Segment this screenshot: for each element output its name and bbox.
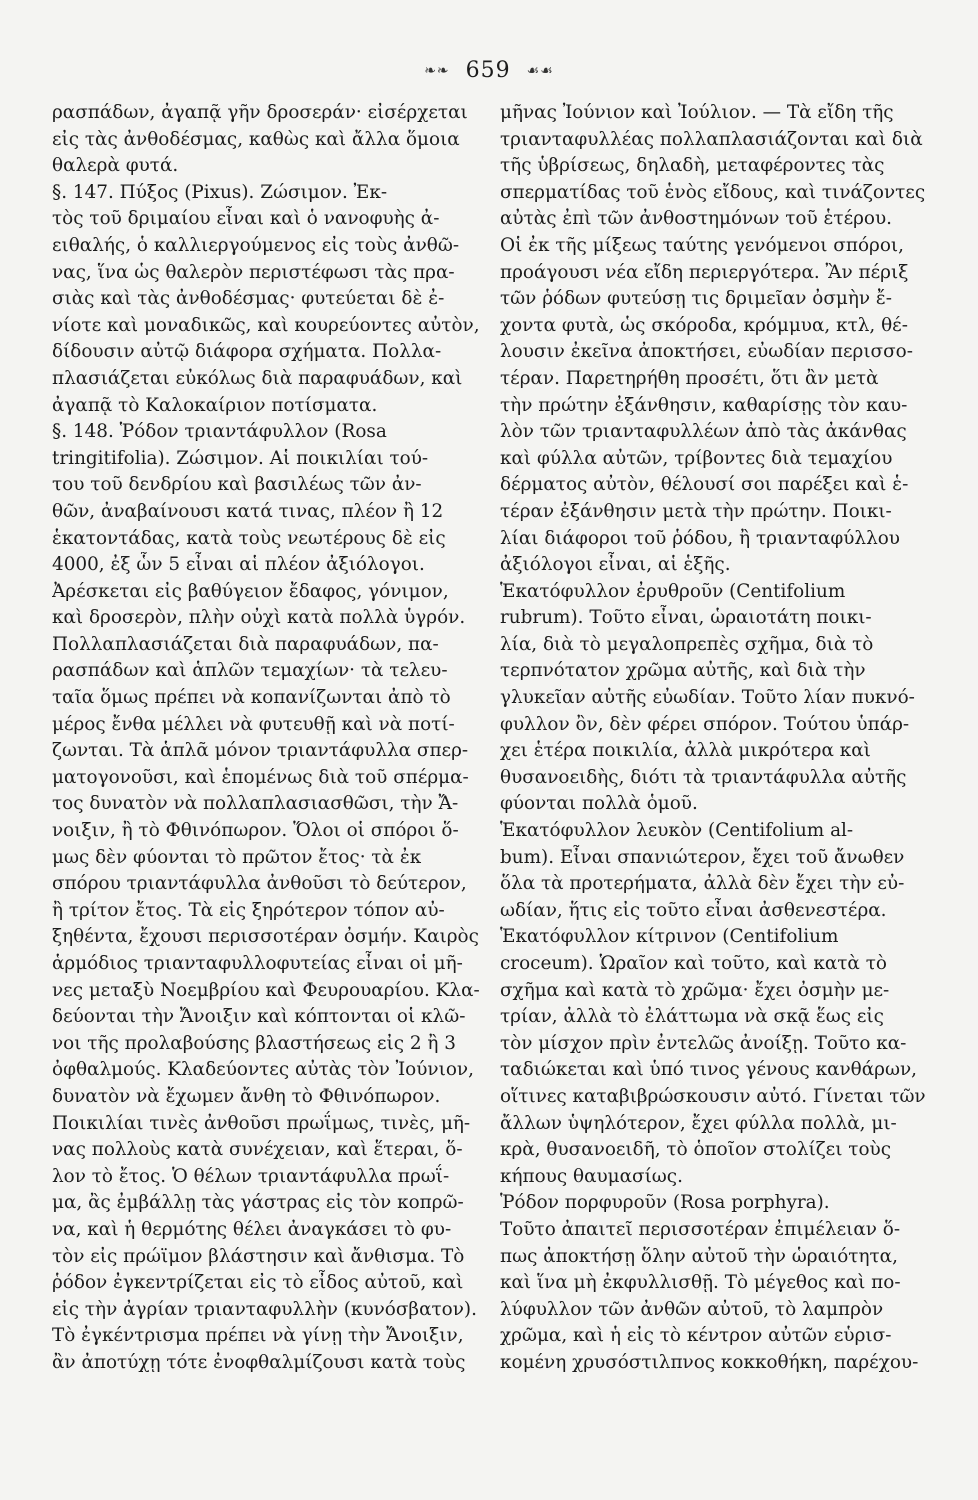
text-line: σχῆμα καὶ κατὰ τὸ χρῶμα· ἔχει ὀσμὴν με- xyxy=(500,979,890,1001)
text-line: δεύονται τὴν Ἄνοιξιν καὶ κόπτονται οἱ κλῶ- xyxy=(52,1006,466,1028)
text-line: ἢ τρίτον ἔτος. Τὰ εἰς ξηρότερον τόπον αὐ- xyxy=(52,899,445,921)
text-line: σπερματίδας τοῦ ἑνὸς εἴδους, καὶ τινάζοντες xyxy=(500,181,926,203)
text-line: ἁρμόδιος τριανταφυλλοφυτείας εἶναι οἱ μῆ- xyxy=(52,953,463,974)
text-line: θαλερὰ φυτά. xyxy=(52,155,179,177)
text-line: δέρματος αὐτὸν, θέλουσί σοι παρέξει καὶ ἑ- xyxy=(500,474,909,496)
text-line: croceum). Ὡραῖον καὶ τοῦτο, καὶ κατὰ τὸ xyxy=(500,953,887,974)
text-line: μως δὲν φύονται τὸ πρῶτον ἔτος· τὰ ἐκ xyxy=(52,846,422,868)
text-line: ξηθέντα, ἔχουσι περισσοτέραν ὀσμήν. Καιρὸς xyxy=(52,926,479,948)
text-line: ἀγαπᾷ τὸ Καλοκαίριον ποτίσματα. xyxy=(52,394,378,416)
text-line: λίαι διάφοροι τοῦ ῥόδου, ἢ τριανταφύλλου xyxy=(500,527,900,549)
text-line: τέραν ἐξάνθησιν μετὰ τὴν πρώτην. Ποικι- xyxy=(500,500,892,522)
text-line: ἄλλων ὑψηλότερον, ἔχει φύλλα πολλὰ, μι- xyxy=(500,1112,897,1134)
text-line: φυλλον ὂν, δὲν φέρει σπόρον. Τούτου ὑπάρ- xyxy=(500,713,910,735)
text-line: ματογονοῦσι, καὶ ἑπομένως διὰ τοῦ σπέρμα- xyxy=(52,766,469,788)
text-line: Οἱ ἐκ τῆς μίξεως ταύτης γενόμενοι σπόροι, xyxy=(500,234,904,256)
right-column xyxy=(500,100,932,1377)
text-line: ταῖα ὅμως πρέπει νὰ κοπανίζωνται ἀπὸ τὸ xyxy=(52,687,451,709)
text-line: τὸν εἰς πρώϊμον βλάστησιν καὶ ἄνθισμα. Τὸ xyxy=(52,1245,465,1267)
text-line: κήπους θαυμασίως. xyxy=(500,1165,683,1187)
text-line: ζωνται. Τὰ ἁπλᾶ μόνον τριαντάφυλλα σπερ- xyxy=(52,740,469,762)
text-line: πλασιάζεται εὐκόλως διὰ παραφυάδων, καὶ xyxy=(52,367,463,389)
text-line: αὐτὰς ἐπὶ τῶν ἀνθοστημόνων τοῦ ἑτέρου. xyxy=(500,208,893,230)
text-line: ἀξιόλογοι εἶναι, αἱ ἑξῆς. xyxy=(500,554,731,576)
text-line: τέραν. Παρετηρήθη προσέτι, ὅτι ἂν μετὰ xyxy=(500,367,879,389)
text-line: εἰς τὰς ἀνθοδέσμας, καθὼς καὶ ἄλλα ὅμοια xyxy=(52,128,460,150)
text-line: Ποικιλίαι τινὲς ἀνθοῦσι πρωΐμως, τινὲς, μῆ- xyxy=(52,1112,471,1134)
text-line: Τοῦτο ἀπαιτεῖ περισσοτέραν ἐπιμέλειαν ὅ- xyxy=(500,1218,901,1240)
text-line: θῶν, ἀναβαίνουσι κατά τινας, πλέον ἢ 12 xyxy=(52,500,444,522)
text-line: φύονται πολλὰ ὁμοῦ. xyxy=(500,793,698,815)
text-line: Ἑκατόφυλλον κίτρινον (Centifolium xyxy=(500,926,839,948)
text-line: §. 148. Ῥόδον τριαντάφυλλον (Rosa xyxy=(52,421,387,443)
text-line: λον τὸ ἔτος. Ὁ θέλων τριαντάφυλλα πρωΐ- xyxy=(52,1165,450,1187)
text-line: Ἑκατόφυλλον λευκὸν (Centifolium al- xyxy=(500,820,854,842)
text-line: τὴν πρώτην ἐξάνθησιν, καθαρίσῃς τὸν καυ- xyxy=(500,394,908,416)
text-line: νοιξιν, ἢ τὸ Φθινόπωρον. Ὅλοι οἱ σπόροι ὅ- xyxy=(52,820,459,842)
text-line: κομένη χρυσόστιλπνος κοκκοθήκη, παρέχου- xyxy=(500,1351,919,1373)
text-line: τος δυνατὸν νὰ πολλαπλασιασθῶσι, τὴν Ἄ- xyxy=(52,793,459,815)
text-line: νες μεταξὺ Νοεμβρίου καὶ Φευρουαρίου. Κλα- xyxy=(52,979,480,1001)
text-line: bum). Εἶναι σπανιώτερον, ἔχει τοῦ ἄνωθεν xyxy=(500,846,905,868)
text-line: 4000, ἐξ ὧν 5 εἶναι αἱ πλέον ἀξιόλογοι. xyxy=(52,554,425,576)
text-line: καὶ φύλλα αὐτῶν, τρίβοντες διὰ τεμαχίου xyxy=(500,447,893,469)
text-line: νας, ἵνα ὡς θαλερὸν περιστέφωσι τὰς πρα- xyxy=(52,261,455,283)
text-line: τριανταφυλλέας πολλαπλασιάζονται καὶ διὰ xyxy=(500,128,923,150)
text-line: οἵτινες καταβιβρώσκουσιν αὐτό. Γίνεται τῶν xyxy=(500,1085,926,1107)
text-line: του τοῦ δενδρίου καὶ βασιλέως τῶν ἀν- xyxy=(52,474,422,496)
text-line: δυνατὸν νὰ ἔχωμεν ἄνθη τὸ Φθινόπωρον. xyxy=(52,1085,441,1107)
text-line: τερπνότατον χρῶμα αὐτῆς, καὶ διὰ τὴν xyxy=(500,660,866,682)
text-line: τὸς τοῦ δριμαίου εἶναι καὶ ὁ νανοφυὴς ἀ- xyxy=(52,208,440,230)
text-line: Ἀρέσκεται εἰς βαθύγειον ἔδαφος, γόνιμον, xyxy=(52,580,449,602)
text-line: ὅλα τὰ προτερήματα, ἀλλὰ δὲν ἔχει τὴν εὐ- xyxy=(500,873,905,895)
text-line: μέρος ἔνθα μέλλει νὰ φυτευθῇ καὶ νὰ ποτί- xyxy=(52,713,455,735)
text-line: ἂν ἀποτύχῃ τότε ἐνοφθαλμίζουσι κατὰ τοὺς xyxy=(52,1351,466,1373)
text-line: μα, ἂς ἐμβάλλῃ τὰς γάστρας εἰς τὸν κοπρῶ- xyxy=(52,1192,464,1214)
text-line: κρὰ, θυσανοειδῆ, τὸ ὁποῖον στολίζει τοὺς xyxy=(500,1139,891,1161)
text-line: §. 147. Πύξος (Pixus). Ζώσιμον. Ἐκ- xyxy=(52,181,388,203)
text-line: τῆς ὑβρίσεως, δηλαδὴ, μεταφέροντες τὰς xyxy=(500,155,885,177)
ornament-right-icon: ☙☙ xyxy=(526,63,554,79)
text-line: ρασπάδων καὶ ἁπλῶν τεμαχίων· τὰ τελευ- xyxy=(52,660,448,682)
text-line: λύφυλλον τῶν ἀνθῶν αὐτοῦ, τὸ λαμπρὸν xyxy=(500,1298,884,1320)
text-line: καὶ δροσερὸν, πλὴν οὐχὶ κατὰ πολλὰ ὑγρόν. xyxy=(52,607,466,629)
text-line: ωδίαν, ἥτις εἰς τοῦτο εἶναι ἀσθενεστέρα. xyxy=(500,899,887,921)
text-line: Ἑκατόφυλλον ἐρυθροῦν (Centifolium xyxy=(500,580,846,602)
ornament-left-icon: ❧❧ xyxy=(424,63,450,79)
text-line: Τὸ ἐγκέντρισμα πρέπει νὰ γίνῃ τὴν Ἄνοιξιν, xyxy=(52,1325,464,1347)
text-line: Ῥόδον πορφυροῦν (Rosa porphyra). xyxy=(500,1192,830,1214)
text-line: χρῶμα, καὶ ἡ εἰς τὸ κέντρον αὐτῶν εὑρισ- xyxy=(500,1325,892,1347)
left-column xyxy=(52,100,494,1377)
text-line: θυσανοειδὴς, διότι τὰ τριαντάφυλλα αὐτῆς xyxy=(500,766,907,788)
page-number: 659 xyxy=(465,58,511,83)
text-line: τῶν ῥόδων φυτεύσῃ τις δριμεῖαν ὀσμὴν ἔ- xyxy=(500,288,892,310)
text-line: χει ἑτέρα ποικιλία, ἀλλὰ μικρότερα καὶ xyxy=(500,740,871,762)
text-line: τὸν μίσχον πρὶν ἐντελῶς ἀνοίξῃ. Τοῦτο κα- xyxy=(500,1032,907,1054)
text-line: λουσιν ἐκεῖνα ἀποκτήσει, εὐωδίαν περισσο- xyxy=(500,341,913,363)
text-line: ἑκατοντάδας, κατὰ τοὺς νεωτέρους δὲ εἰς xyxy=(52,527,446,549)
text-line: να, καὶ ἡ θερμότης θέλει ἀναγκάσει τὸ φυ- xyxy=(52,1218,452,1240)
text-line: Πολλαπλασιάζεται διὰ παραφυάδων, πα- xyxy=(52,633,439,655)
text-line: νίοτε καὶ μοναδικῶς, καὶ κουρεύοντες αὐτὸν, xyxy=(52,314,480,336)
text-line: προάγουσι νέα εἴδη περιεργότερα. Ἂν πέριξ xyxy=(500,261,909,283)
text-line: πως ἀποκτήσῃ ὅλην αὐτοῦ τὴν ὡραιότητα, xyxy=(500,1245,898,1267)
text-line: rubrum). Τοῦτο εἶναι, ὡραιοτάτη ποικι- xyxy=(500,607,872,629)
text-line: ταδιώκεται καὶ ὑπό τινος γένους κανθάρων, xyxy=(500,1059,917,1081)
text-line: νας πολλοὺς κατὰ συνέχειαν, καὶ ἕτεραι, ὅ- xyxy=(52,1139,463,1161)
text-line: ῥόδον ἐγκεντρίζεται εἰς τὸ εἶδος αὐτοῦ, καὶ xyxy=(52,1272,464,1294)
text-line: σπόρου τριαντάφυλλα ἀνθοῦσι τὸ δεύτερον, xyxy=(52,873,467,895)
text-line: χοντα φυτὰ, ὡς σκόροδα, κρόμμυα, κτλ, θέ- xyxy=(500,314,908,336)
text-line: λὸν τῶν τριανταφυλλέων ἀπὸ τὰς ἀκάνθας xyxy=(500,421,907,443)
text-line: εἰς τὴν ἀγρίαν τριανταφυλλὴν (κυνόσβατον). xyxy=(52,1298,477,1320)
text-line: νοι τῆς προλαβούσης βλαστήσεως εἰς 2 ἢ 3 xyxy=(52,1032,456,1054)
text-line: μῆνας Ἰούνιον καὶ Ἰούλιον. — Τὰ εἴδη τῆς xyxy=(500,102,894,123)
text-line: ειθαλής, ὁ καλλιεργούμενος εἰς τοὺς ἀνθῶ- xyxy=(52,234,460,256)
text-line: tringitifolia). Ζώσιμον. Αἱ ποικιλίαι τού- xyxy=(52,447,429,469)
text-line: γλυκεῖαν αὐτῆς εὐωδίαν. Τοῦτο λίαν πυκνό- xyxy=(500,687,915,709)
text-line: ὀφθαλμούς. Κλαδεύοντες αὐτὰς τὸν Ἰούνιον, xyxy=(52,1059,474,1081)
text-line: καὶ ἵνα μὴ ἐκφυλλισθῇ. Τὸ μέγεθος καὶ πο- xyxy=(500,1272,901,1294)
text-line: σιὰς καὶ τὰς ἀνθοδέσμας· φυτεύεται δὲ ἐ- xyxy=(52,288,445,310)
text-line: ρασπάδων, ἀγαπᾷ γῆν δροσεράν· εἰσέρχεται xyxy=(52,102,468,123)
text-line: τρίαν, ἀλλὰ τὸ ἐλάττωμα νὰ σκᾷ ἕως εἰς xyxy=(500,1006,884,1028)
text-line: λία, διὰ τὸ μεγαλοπρεπὲς σχῆμα, διὰ τὸ xyxy=(500,633,874,655)
text-line: δίδουσιν αὐτῷ διάφορα σχήματα. Πολλα- xyxy=(52,341,442,363)
page-header xyxy=(0,58,978,83)
